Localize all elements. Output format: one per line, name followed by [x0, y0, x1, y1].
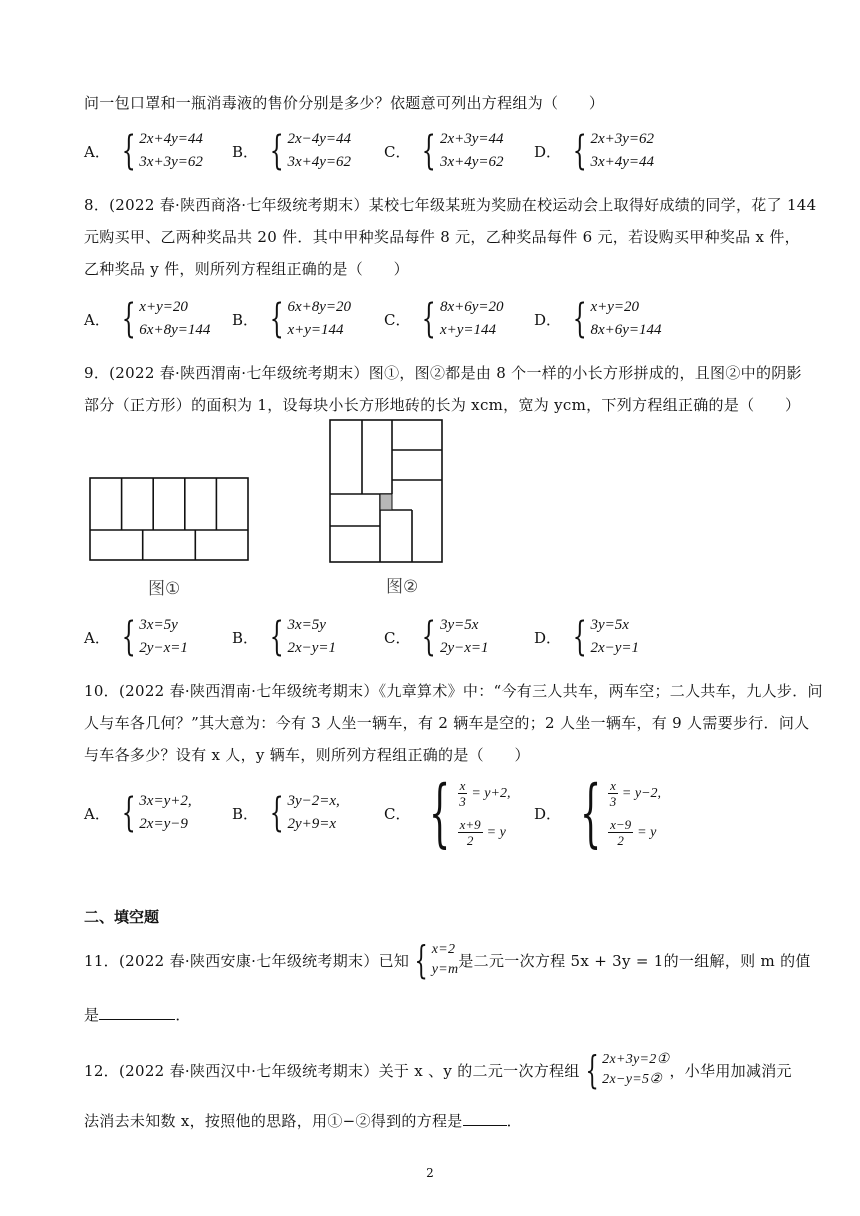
- shaded-square: [380, 494, 392, 510]
- q9-line-2: 部分（正方形）的面积为 1，设每块小长方形地砖的长为 xcm，宽为 ycm，下列方程组正确的是（ ）: [84, 396, 801, 414]
- q10-line-3: 与车各多少？设有 x 人，y 辆车，则所列方程组正确的是（ ）: [84, 746, 530, 764]
- figure-1-rectangles: [88, 476, 252, 562]
- q10-option-b[interactable]: B． { 3y−2=x, 2y+9=x: [232, 790, 340, 836]
- q12-line-2: 法消去未知数 x，按照他的思路，用①−②得到的方程是 ．: [84, 1112, 522, 1130]
- figure-2-rectangles: [328, 418, 444, 564]
- q8-line-3: 乙种奖品 y 件，则所列方程组正确的是（ ）: [84, 260, 409, 278]
- q11-line-1: 11．(2022 春·陕西安康·七年级统考期末）已知 { x=2 y=m 是二元一次方程 5x + 3y = 1的一组解，则 m 的值: [84, 938, 811, 982]
- figure-1-caption: 图①: [148, 579, 181, 599]
- q11-answer-blank[interactable]: [99, 1019, 175, 1020]
- q8-option-c[interactable]: C． { 8x+6y=20 x+y=144: [384, 296, 504, 342]
- q8-line-2: 元购买甲、乙两种奖品共 20 件．其中甲种奖品每件 8 元，乙种奖品每件 6 元，若设购买甲种奖品 x 件，: [84, 228, 800, 246]
- q9-option-b[interactable]: B． { 3x=5y 2x−y=1: [232, 614, 337, 660]
- q9-option-d[interactable]: D． { 3y=5x 2x−y=1: [534, 614, 640, 660]
- q10-option-d[interactable]: D． { $\frac{x}{3}$ = y−2, $\frac{x-9}{2}$ = y: [534, 770, 662, 856]
- q9-option-c[interactable]: C． { 3y=5x 2y−x=1: [384, 614, 489, 660]
- q7-option-d[interactable]: D． { 2x+3y=62 3x+4y=44: [534, 128, 655, 174]
- section-heading-fill-in: 二、填空题: [84, 908, 160, 926]
- q10-option-c[interactable]: C． { $\frac{x}{3}$ = y+2, $\frac{x+9}{2}$ = y: [384, 770, 511, 856]
- q7-option-b[interactable]: B． { 2x−4y=44 3x+4y=62: [232, 128, 352, 174]
- q7-option-a[interactable]: A． { 2x+4y=44 3x+3y=62: [84, 128, 203, 174]
- q8-line-1: 8．(2022 春·陕西商洛·七年级统考期末）某校七年级某班为奖励在校运动会上取得好成绩的同学，花了 144: [84, 196, 817, 214]
- q9-option-a[interactable]: A． { 3x=5y 2y−x=1: [84, 614, 188, 660]
- q11-line-2: 是 ．: [84, 1006, 191, 1024]
- q10-line-1: 10．(2022 春·陕西渭南·七年级统考期末）《九章算术》中：“今有三人共车，两车空；二人共车，九人步．问: [84, 682, 823, 700]
- q12-answer-blank[interactable]: [463, 1125, 507, 1126]
- q7-question-text: 问一包口罩和一瓶消毒液的售价分别是多少？依题意可列出方程组为（ ）: [84, 94, 605, 112]
- figure-2-caption: 图②: [386, 577, 419, 597]
- q12-line-1: 12．(2022 春·陕西汉中·七年级统考期末）关于 x 、y 的二元一次方程组 { 2x+3y=2① 2x−y=5② ，小华用加减消元: [84, 1048, 792, 1092]
- page-number: 2: [426, 1166, 434, 1180]
- q10-line-2: 人与车各几何？”其大意为：今有 3 人坐一辆车，有 2 辆车是空的；2 人坐一辆车，有 9 人需要步行．问人: [84, 714, 810, 732]
- q8-option-b[interactable]: B． { 6x+8y=20 x+y=144: [232, 296, 352, 342]
- q8-option-a[interactable]: A． { x+y=20 6x+8y=144: [84, 296, 211, 342]
- q8-option-d[interactable]: D． { x+y=20 8x+6y=144: [534, 296, 662, 342]
- q7-option-c[interactable]: C． { 2x+3y=44 3x+4y=62: [384, 128, 504, 174]
- q10-option-a[interactable]: A． { 3x=y+2, 2x=y−9: [84, 790, 192, 836]
- q9-line-1: 9．(2022 春·陕西渭南·七年级统考期末）图①，图②都是由 8 个一样的小长方形拼成的，且图②中的阴影: [84, 364, 802, 382]
